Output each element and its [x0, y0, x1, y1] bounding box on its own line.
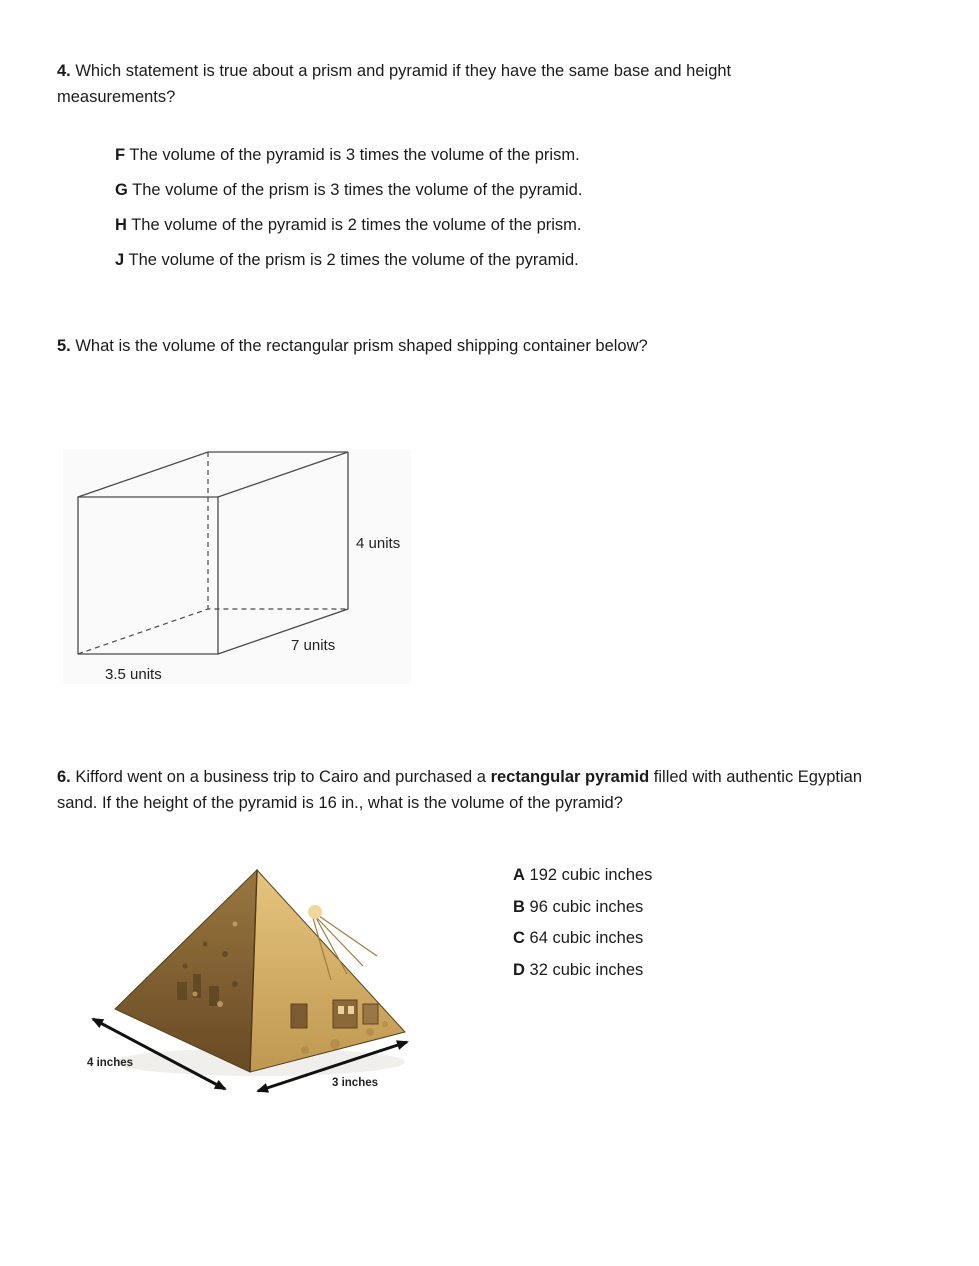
option-C-letter: C — [513, 929, 525, 947]
option-C-text: 64 cubic inches — [529, 929, 644, 947]
option-F-letter: F — [115, 146, 126, 164]
question-4-text — [57, 58, 827, 110]
question-4 — [57, 58, 919, 273]
prism-depth-label: 7 units — [291, 637, 336, 654]
question-4-options — [115, 142, 919, 273]
prism-figure — [63, 449, 411, 684]
option-G-text: The volume of the prism is 3 times the volume of the pyramid. — [132, 181, 583, 199]
option-F — [115, 142, 919, 168]
question-5-text — [57, 333, 919, 359]
option-G — [115, 177, 919, 203]
option-D — [513, 957, 652, 983]
question-6-prompt-2: filled with authentic Egyptian sand. If the height of the pyramid is 16 in., what is the volume of the pyramid? — [57, 768, 863, 812]
option-A-text: 192 cubic inches — [529, 866, 653, 884]
prism-height-label: 4 units — [356, 535, 401, 552]
option-J — [115, 247, 919, 273]
option-J-letter: J — [115, 251, 125, 269]
option-D-letter: D — [513, 960, 525, 979]
question-4-prompt: Which statement is true about a prism and pyramid if they have the same base and height measurements? — [57, 62, 732, 106]
question-5-number: 5. — [57, 337, 71, 355]
option-A-letter: A — [513, 866, 525, 884]
pyramid-right-face — [250, 870, 405, 1072]
question-5-prompt: What is the volume of the rectangular prism shaped shipping container below? — [75, 337, 648, 355]
question-6-text — [57, 764, 877, 816]
pyramid-width-label: 4 inches — [87, 1057, 134, 1069]
option-B — [513, 894, 652, 920]
question-4-number: 4. — [57, 62, 71, 80]
question-6-figure-row — [57, 854, 919, 1104]
option-B-text: 96 cubic inches — [529, 897, 644, 916]
prism-visible-edges — [78, 452, 348, 654]
option-H-text: The volume of the pyramid is 2 times the volume of the prism. — [131, 216, 582, 234]
question-6-prompt-bold: rectangular pyramid — [490, 768, 650, 786]
option-H-letter: H — [115, 216, 127, 234]
prism-drawing — [63, 449, 411, 684]
question-6-number: 6. — [57, 768, 71, 786]
pyramid-figure — [85, 854, 425, 1104]
option-C — [513, 925, 652, 951]
question-6-prompt-1: Kifford went on a business trip to Cairo and purchased a — [75, 768, 486, 786]
pyramid-depth-label: 3 inches — [332, 1077, 379, 1089]
question-6 — [57, 764, 919, 1104]
option-J-text: The volume of the prism is 2 times the volume of the pyramid. — [128, 251, 579, 269]
option-B-letter: B — [513, 897, 525, 916]
option-A — [513, 862, 652, 888]
question-6-options — [513, 854, 652, 1104]
option-D-text: 32 cubic inches — [529, 960, 644, 979]
option-H — [115, 212, 919, 238]
option-G-letter: G — [115, 181, 128, 199]
prism-width-label: 3.5 units — [105, 666, 162, 683]
pyramid-photo — [85, 854, 425, 1104]
option-F-text: The volume of the pyramid is 3 times the volume of the prism. — [129, 146, 580, 164]
question-5 — [57, 333, 919, 684]
